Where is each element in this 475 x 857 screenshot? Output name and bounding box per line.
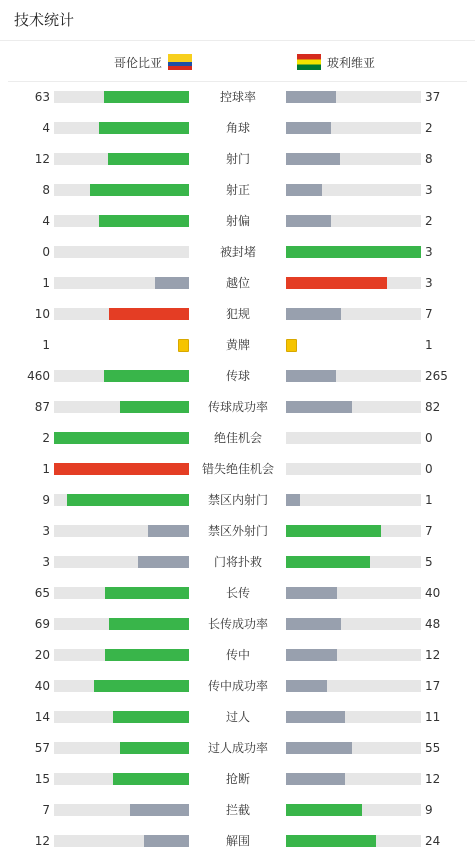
home-stat-value: 69 — [34, 617, 50, 631]
home-bar-track — [54, 153, 189, 165]
home-bar-track — [54, 835, 189, 847]
yellow-card-icon — [286, 339, 297, 352]
home-bar-track — [54, 525, 189, 537]
away-bar-fill — [286, 742, 352, 754]
away-bar-fill — [286, 308, 341, 320]
home-bar-track — [54, 680, 189, 692]
away-bar-track — [286, 308, 421, 320]
home-bar-fill — [113, 773, 189, 785]
away-bar-fill — [286, 773, 345, 785]
home-bar-track — [54, 742, 189, 754]
stat-row — [0, 803, 475, 817]
stat-label: 禁区内射门 — [207, 493, 268, 507]
away-bar-fill — [286, 711, 345, 723]
home-stat-value: 10 — [34, 307, 50, 321]
stat-label: 长传 — [225, 586, 250, 600]
stat-label: 禁区外射门 — [207, 524, 268, 538]
away-bar-track — [286, 246, 421, 258]
bolivia-flag-icon — [297, 54, 321, 70]
stat-row — [0, 152, 475, 166]
stat-row — [0, 121, 475, 135]
away-stat-value: 3 — [425, 183, 433, 197]
stat-label: 长传成功率 — [207, 617, 268, 631]
home-bar-fill — [104, 91, 189, 103]
away-bar-track — [286, 804, 421, 816]
away-bar-track — [286, 525, 421, 537]
stat-row — [0, 493, 475, 507]
home-bar-fill — [138, 556, 189, 568]
home-bar-track — [54, 773, 189, 785]
away-stat-value: 5 — [425, 555, 433, 569]
away-stat-value: 82 — [425, 400, 441, 414]
home-bar-track — [54, 649, 189, 661]
stat-row — [0, 369, 475, 383]
away-bar-track — [286, 370, 421, 382]
home-bar-track — [54, 432, 189, 444]
home-bar-fill — [148, 525, 189, 537]
home-bar-track — [54, 401, 189, 413]
away-stat-value: 0 — [425, 431, 433, 445]
stat-row — [0, 245, 475, 259]
home-team — [114, 52, 198, 72]
stat-row — [0, 555, 475, 569]
home-bar-track — [54, 494, 189, 506]
home-bar-fill — [67, 494, 189, 506]
stat-row — [0, 648, 475, 662]
away-stat-value: 40 — [425, 586, 441, 600]
home-bar-track — [54, 587, 189, 599]
away-bar-track — [286, 215, 421, 227]
home-bar-fill — [54, 463, 189, 475]
stat-label: 解围 — [225, 834, 250, 848]
stat-row — [0, 431, 475, 445]
home-stat-value: 1 — [42, 276, 50, 290]
away-stat-value: 2 — [425, 121, 433, 135]
home-bar-track — [54, 122, 189, 134]
away-bar-fill — [286, 618, 341, 630]
away-bar-track — [286, 432, 421, 444]
home-stat-value: 4 — [42, 214, 50, 228]
away-bar-track — [286, 184, 421, 196]
home-bar-fill — [130, 804, 189, 816]
home-bar-fill — [99, 122, 189, 134]
home-bar-fill — [105, 649, 189, 661]
stat-row — [0, 772, 475, 786]
teams-divider — [8, 81, 467, 82]
away-bar-fill — [286, 556, 370, 568]
away-bar-track — [286, 277, 421, 289]
home-stat-value: 57 — [34, 741, 50, 755]
away-stat-value: 17 — [425, 679, 441, 693]
away-bar-fill — [286, 246, 421, 258]
stat-label: 过人 — [225, 710, 250, 724]
colombia-flag-icon — [168, 54, 192, 70]
home-stat-value: 7 — [42, 803, 50, 817]
away-stat-value: 55 — [425, 741, 441, 755]
stat-label: 抢断 — [225, 772, 250, 786]
away-bar-track — [286, 618, 421, 630]
away-stat-value: 11 — [425, 710, 441, 724]
home-bar-fill — [109, 308, 189, 320]
home-bar-fill — [94, 680, 189, 692]
away-stat-value: 3 — [425, 276, 433, 290]
home-stat-value: 65 — [34, 586, 50, 600]
home-bar-track — [54, 711, 189, 723]
stat-label: 传球 — [225, 369, 250, 383]
away-stat-value: 0 — [425, 462, 433, 476]
header-divider — [0, 40, 475, 41]
away-bar-fill — [286, 184, 322, 196]
away-team-name: 玻利维亚 — [327, 55, 376, 70]
home-stat-value: 4 — [42, 121, 50, 135]
home-bar-track — [54, 246, 189, 258]
away-bar-track — [286, 742, 421, 754]
away-bar-track — [286, 556, 421, 568]
away-stat-value: 12 — [425, 772, 441, 786]
away-bar-fill — [286, 680, 327, 692]
home-bar-fill — [155, 277, 189, 289]
away-team — [291, 52, 375, 72]
home-stat-value: 3 — [42, 555, 50, 569]
away-bar-fill — [286, 525, 381, 537]
home-stat-value: 1 — [42, 462, 50, 476]
home-bar-track — [54, 184, 189, 196]
away-bar-track — [286, 153, 421, 165]
home-bar-track — [54, 277, 189, 289]
home-bar-fill — [105, 587, 189, 599]
home-bar-track — [54, 804, 189, 816]
home-bar-fill — [120, 401, 189, 413]
away-bar-fill — [286, 804, 362, 816]
stat-row — [0, 338, 475, 352]
stat-label: 传中 — [225, 648, 250, 662]
stat-label: 控球率 — [219, 90, 256, 104]
home-bar-fill — [90, 184, 189, 196]
away-bar-track — [286, 680, 421, 692]
home-stat-value: 87 — [34, 400, 50, 414]
home-bar-track — [54, 463, 189, 475]
away-stat-value: 9 — [425, 803, 433, 817]
stat-row — [0, 617, 475, 631]
stat-label: 传球成功率 — [207, 400, 268, 414]
stat-label: 错失绝佳机会 — [201, 462, 274, 476]
away-stat-value: 8 — [425, 152, 433, 166]
home-stat-value: 20 — [34, 648, 50, 662]
stat-label: 过人成功率 — [207, 741, 268, 755]
away-bar-track — [286, 711, 421, 723]
home-stat-value: 15 — [34, 772, 50, 786]
home-stat-value: 63 — [34, 90, 50, 104]
away-bar-fill — [286, 494, 300, 506]
stat-row — [0, 276, 475, 290]
home-stat-value: 3 — [42, 524, 50, 538]
stat-row — [0, 741, 475, 755]
stat-row — [0, 710, 475, 724]
away-bar-fill — [286, 835, 376, 847]
yellow-card-icon — [178, 339, 189, 352]
stat-row — [0, 462, 475, 476]
away-bar-fill — [286, 215, 331, 227]
stat-label: 被封堵 — [219, 245, 256, 259]
away-stat-value: 1 — [425, 493, 433, 507]
home-stat-value: 0 — [42, 245, 50, 259]
away-stat-value: 7 — [425, 307, 433, 321]
away-bar-track — [286, 122, 421, 134]
away-stat-value: 3 — [425, 245, 433, 259]
stat-label: 绝佳机会 — [213, 431, 262, 445]
home-bar-fill — [54, 432, 189, 444]
away-bar-track — [286, 649, 421, 661]
stat-row — [0, 679, 475, 693]
away-bar-track — [286, 401, 421, 413]
away-stat-value: 7 — [425, 524, 433, 538]
stat-row — [0, 183, 475, 197]
home-bar-fill — [144, 835, 189, 847]
home-bar-fill — [99, 215, 189, 227]
home-bar-fill — [120, 742, 189, 754]
home-team-name: 哥伦比亚 — [114, 55, 163, 70]
away-stat-value: 265 — [425, 369, 448, 383]
away-bar-track — [286, 91, 421, 103]
home-bar-track — [54, 91, 189, 103]
home-bar-track — [54, 215, 189, 227]
home-stat-value: 40 — [34, 679, 50, 693]
stat-label: 传中成功率 — [207, 679, 268, 693]
away-stat-value: 1 — [425, 338, 433, 352]
stat-row — [0, 524, 475, 538]
stat-label: 犯规 — [225, 307, 250, 321]
stat-row — [0, 214, 475, 228]
home-bar-track — [54, 308, 189, 320]
away-bar-track — [286, 494, 421, 506]
away-stat-value: 37 — [425, 90, 441, 104]
home-stat-value: 8 — [42, 183, 50, 197]
away-bar-fill — [286, 649, 337, 661]
away-bar-fill — [286, 153, 340, 165]
away-bar-track — [286, 835, 421, 847]
away-bar-fill — [286, 401, 352, 413]
away-bar-track — [286, 463, 421, 475]
home-stat-value: 12 — [34, 152, 50, 166]
stat-row — [0, 400, 475, 414]
away-bar-fill — [286, 370, 336, 382]
stat-label: 射偏 — [225, 214, 250, 228]
away-stat-value: 12 — [425, 648, 441, 662]
home-bar-fill — [113, 711, 189, 723]
away-bar-fill — [286, 91, 336, 103]
home-stat-value: 12 — [34, 834, 50, 848]
stat-row — [0, 307, 475, 321]
stat-label: 射门 — [225, 152, 250, 166]
home-stat-value: 9 — [42, 493, 50, 507]
away-bar-fill — [286, 277, 387, 289]
home-stat-value: 1 — [42, 338, 50, 352]
away-bar-fill — [286, 122, 331, 134]
away-bar-fill — [286, 587, 337, 599]
home-stat-value: 14 — [34, 710, 50, 724]
home-bar-fill — [104, 370, 189, 382]
stat-label: 拦截 — [225, 803, 250, 817]
stat-label: 黄牌 — [225, 338, 250, 352]
home-bar-track — [54, 618, 189, 630]
stat-label: 角球 — [225, 121, 250, 135]
away-stat-value: 48 — [425, 617, 441, 631]
stat-row — [0, 834, 475, 848]
away-bar-track — [286, 773, 421, 785]
stat-label: 射正 — [225, 183, 250, 197]
page-title: 技术统计 — [14, 11, 75, 29]
home-stat-value: 460 — [27, 369, 50, 383]
home-stat-value: 2 — [42, 431, 50, 445]
away-bar-track — [286, 587, 421, 599]
away-stat-value: 24 — [425, 834, 441, 848]
home-bar-fill — [109, 618, 189, 630]
away-stat-value: 2 — [425, 214, 433, 228]
home-bar-track — [54, 556, 189, 568]
stat-label: 门将扑救 — [213, 555, 262, 569]
home-bar-track — [54, 370, 189, 382]
home-bar-fill — [108, 153, 189, 165]
stat-row — [0, 90, 475, 104]
stat-row — [0, 586, 475, 600]
stat-label: 越位 — [225, 276, 250, 290]
